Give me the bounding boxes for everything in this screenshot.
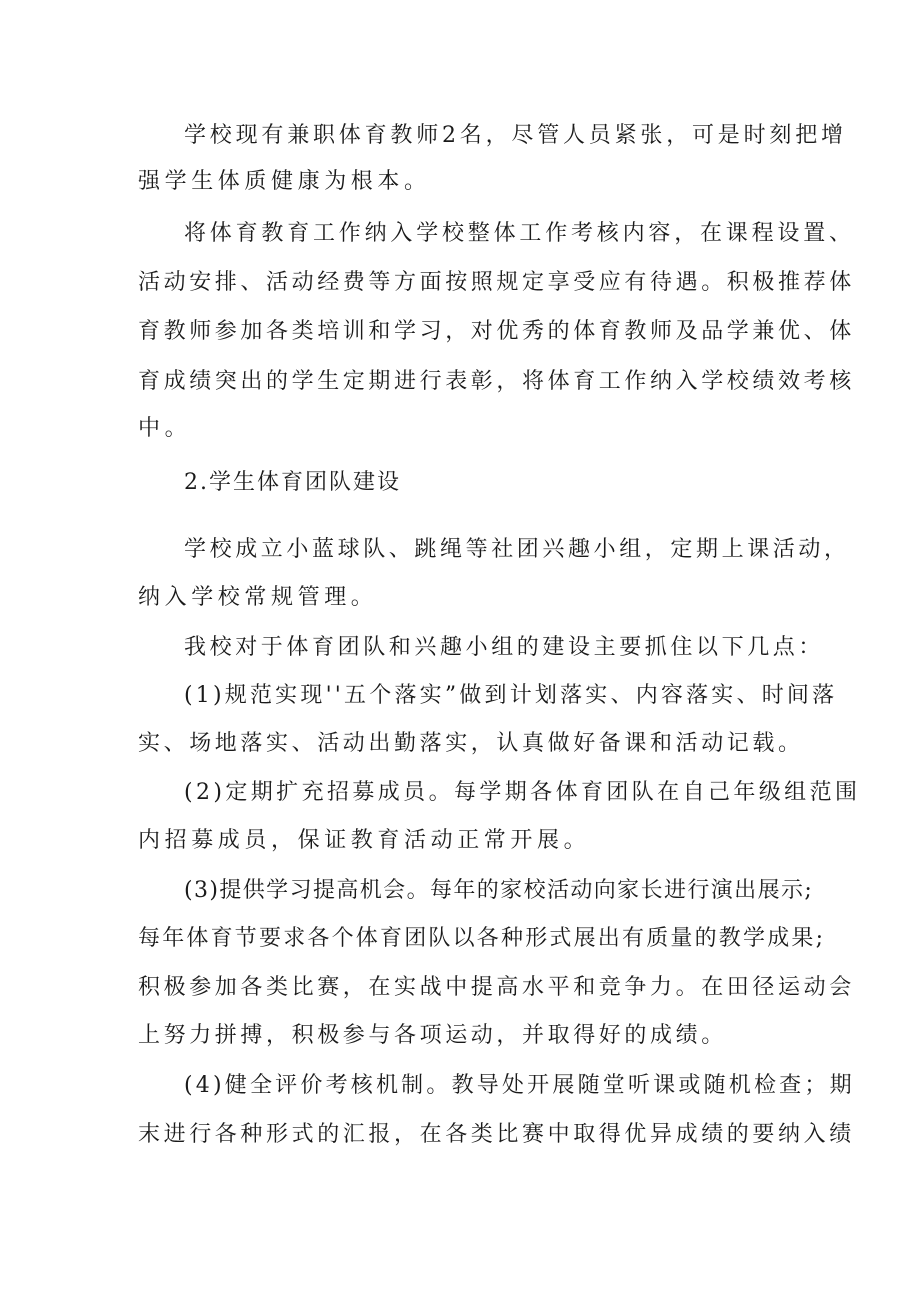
text-line: 活动安排、活动经费等方面按照规定享受应有待遇。积极推荐体	[138, 270, 855, 295]
text-line: 纳入学校常规管理。	[138, 585, 378, 610]
text-line: 学校现有兼职体育教师2名，尽管人员紧张，可是时刻把增	[184, 123, 847, 148]
text-line: 强学生体质健康为根本。	[138, 169, 431, 194]
text-line: (1)规范实现''五个落实”做到计划落实、内容落实、时间落	[184, 683, 838, 708]
text-line: 学校成立小蓝球队、跳绳等社团兴趣小组，定期上课活动，	[184, 537, 850, 562]
text-line: 内招募成员，保证教育活动正常开展。	[138, 828, 591, 853]
text-line: 育教师参加各类培训和学习，对优秀的体育教师及品学兼优、体	[138, 319, 855, 344]
text-line: 育成绩突出的学生定期进行表彰，将体育工作纳入学校绩效考核	[138, 369, 855, 394]
text-line: 中。	[138, 416, 192, 441]
text-line: 上努力拼搏，积极参与各项运动，并取得好的成绩。	[138, 1023, 727, 1048]
text-line: 将体育教育工作纳入学校整体工作考核内容，在课程设置、	[184, 221, 855, 246]
text-line: (3)提供学习提高机会。每年的家校活动向家长进行演出展示;	[184, 878, 814, 903]
text-line: (2)定期扩充招募成员。每学期各体育团队在自己年级组范围	[184, 780, 861, 805]
section-heading: 2.学生体育团队建设	[184, 470, 401, 495]
text-line: 我校对于体育团队和兴趣小组的建设主要抓住以下几点：	[184, 635, 825, 660]
text-line: 末进行各种形式的汇报，在各类比赛中取得优异成绩的要纳入绩	[138, 1122, 855, 1147]
text-line: 每年体育节要求各个体育团队以各种形式展出有质量的教学成果;	[138, 926, 826, 951]
text-line: 积极参加各类比赛，在实战中提高水平和竞争力。在田径运动会	[138, 975, 855, 1000]
text-line: 实、场地落实、活动出勤落实，认真做好备课和活动记载。	[138, 731, 804, 756]
text-line: (4)健全评价考核机制。教导处开展随堂听课或随机检查；期	[184, 1073, 855, 1098]
